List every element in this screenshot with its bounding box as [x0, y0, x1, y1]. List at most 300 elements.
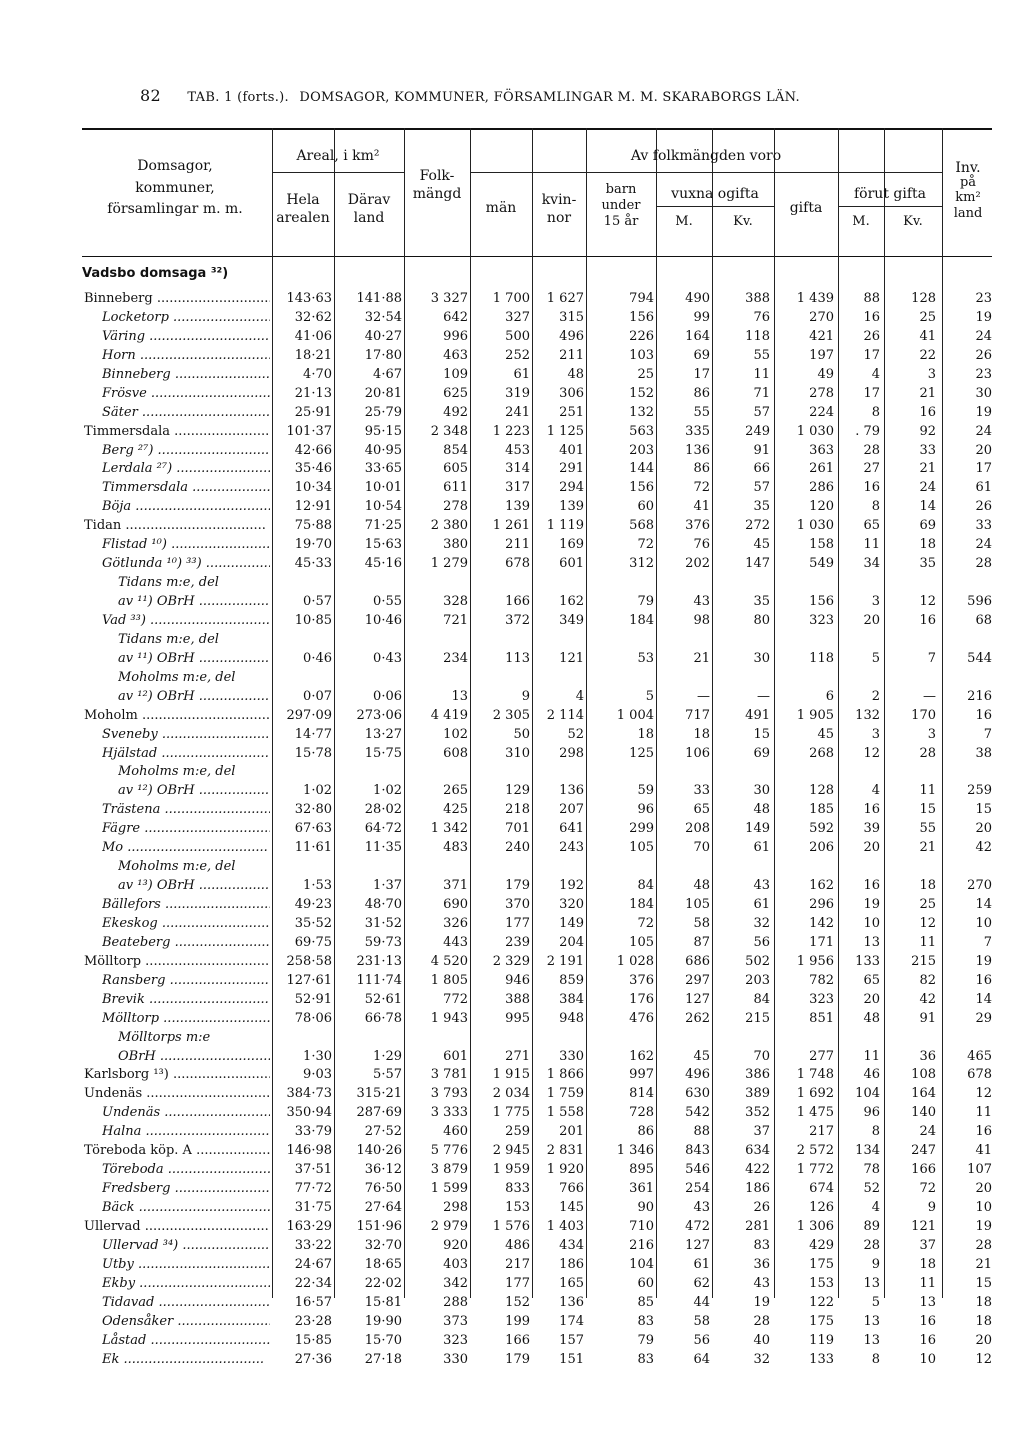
cell-folkmangd: 463: [443, 347, 468, 363]
cell-kvinnor: 2 191: [546, 953, 584, 969]
cell-kvinnor: 201: [559, 1124, 584, 1140]
cell-forut-gifta-kv: 7: [927, 650, 936, 666]
cell-inv-per-km2: 216: [967, 688, 992, 704]
cell-kvinnor: 1 759: [546, 1086, 584, 1102]
cell-folkmangd: 443: [443, 934, 468, 950]
cell-forut-gifta-kv: 12: [919, 594, 936, 609]
table-row: [0, 1066, 1024, 1085]
cell-forut-gifta-kv: 128: [911, 291, 936, 306]
cell-forut-gifta-m: 11: [863, 537, 880, 553]
cell-vuxna-ogifta-m: 76: [693, 537, 710, 553]
cell-man: 2 305: [492, 707, 530, 723]
cell-gifta: 158: [809, 537, 834, 553]
cell-barn: 59: [637, 783, 654, 799]
cell-vuxna-ogifta-m: 105: [685, 897, 710, 912]
row-name: Mölltorp .....: [102, 1010, 270, 1029]
cell-forut-gifta-m: 4: [871, 783, 880, 799]
cell-folkmangd: 102: [443, 726, 468, 742]
cell-folkmangd: 323: [443, 1332, 468, 1348]
cell-forut-gifta-m: 8: [871, 404, 880, 420]
cell-inv-per-km2: 16: [975, 1124, 992, 1140]
cell-vuxna-ogifta-m: 106: [685, 745, 710, 761]
cell-inv-per-km2: 259: [967, 783, 992, 799]
cell-gifta: 277: [809, 1048, 834, 1064]
cell-forut-gifta-kv: 11: [919, 783, 936, 799]
table-row: [0, 290, 1024, 309]
cell-man: 259: [505, 1124, 530, 1140]
row-name: Brevik .....: [102, 991, 270, 1010]
row-name: Trästena .....: [102, 801, 270, 820]
table-row: [0, 801, 1024, 820]
col-head-arealen: arealen: [276, 210, 330, 226]
cell-forut-gifta-kv: 3: [927, 366, 936, 382]
cell-areal-hela: 0·57: [303, 594, 332, 609]
cell-forut-gifta-m: 11: [863, 1048, 880, 1064]
cell-gifta: 261: [809, 461, 834, 477]
cell-inv-per-km2: 10: [975, 1200, 992, 1215]
cell-areal-land: 95·15: [364, 423, 402, 439]
cell-forut-gifta-kv: 25: [919, 897, 936, 912]
cell-areal-land: 231·13: [356, 953, 402, 969]
col-head-land: land: [353, 210, 385, 226]
cell-inv-per-km2: 12: [975, 1086, 992, 1102]
cell-forut-gifta-m: 8: [871, 1124, 880, 1140]
cell-forut-gifta-kv: 11: [919, 1275, 936, 1291]
cell-barn: 299: [629, 821, 654, 837]
cell-man: 179: [505, 878, 530, 894]
table-row: [0, 309, 1024, 328]
cell-man: 372: [505, 612, 530, 628]
cell-forut-gifta-kv: 16: [919, 1332, 936, 1348]
cell-kvinnor: 601: [559, 556, 584, 572]
cell-forut-gifta-kv: 91: [919, 1010, 936, 1026]
row-name: Binneberg .....: [102, 366, 270, 385]
cell-gifta: 217: [809, 1124, 834, 1140]
cell-man: 1 915: [492, 1067, 530, 1083]
cell-areal-land: 45·16: [364, 556, 402, 572]
cell-gifta: 296: [809, 897, 834, 912]
cell-man: 500: [505, 328, 530, 344]
cell-areal-land: 19·90: [364, 1313, 402, 1329]
cell-man: 2 945: [492, 1143, 530, 1159]
cell-areal-hela: 258·58: [286, 953, 332, 969]
cell-man: 1 775: [492, 1105, 530, 1121]
cell-vuxna-ogifta-kv: —: [757, 688, 770, 704]
row-name: Ullervad ³⁴) .....: [102, 1237, 270, 1256]
table-title: DOMSAGOR, KOMMUNER, FÖRSAMLINGAR M. M. SKARABORGS LÄN.: [299, 90, 800, 105]
row-name: Timmersdala .....: [84, 423, 270, 442]
cell-areal-land: 15·81: [364, 1294, 402, 1310]
cell-vuxna-ogifta-kv: 26: [753, 1200, 770, 1215]
cell-barn: 103: [629, 347, 654, 363]
cell-kvinnor: 315: [559, 309, 584, 325]
page-header: [140, 86, 800, 105]
cell-vuxna-ogifta-m: 262: [685, 1010, 710, 1026]
cell-forut-gifta-kv: 22: [919, 347, 936, 363]
cell-forut-gifta-kv: 36: [919, 1048, 936, 1064]
table-row: [0, 782, 1024, 801]
cell-folkmangd: 2 380: [430, 518, 468, 534]
row-name: Moholm .....: [84, 707, 270, 726]
cell-areal-hela: 42·66: [294, 442, 332, 458]
col-head-kommuner: kommuner,: [135, 180, 215, 196]
cell-areal-land: 64·72: [364, 821, 402, 837]
cell-vuxna-ogifta-m: 546: [685, 1162, 710, 1178]
cell-man: 946: [505, 972, 530, 988]
cell-gifta: 128: [809, 783, 834, 799]
cell-vuxna-ogifta-kv: 249: [745, 423, 770, 439]
cell-vuxna-ogifta-m: 542: [685, 1105, 710, 1121]
cell-areal-hela: 101·37: [286, 423, 332, 439]
cell-inv-per-km2: 15: [975, 802, 992, 818]
cell-areal-hela: 350·94: [286, 1105, 332, 1121]
cell-areal-hela: 163·29: [286, 1218, 332, 1234]
cell-vuxna-ogifta-kv: 91: [753, 442, 770, 458]
cell-folkmangd: 328: [443, 594, 468, 609]
cell-vuxna-ogifta-kv: 55: [753, 347, 770, 363]
cell-kvinnor: 149: [559, 915, 584, 931]
top-rule: [82, 128, 992, 130]
cell-areal-land: 28·02: [364, 802, 402, 818]
row-name: Mölltorps m:e: [118, 1029, 211, 1045]
cell-barn: 226: [629, 328, 654, 344]
cell-forut-gifta-m: 12: [863, 745, 880, 761]
cell-vuxna-ogifta-kv: 57: [753, 480, 770, 496]
cell-vuxna-ogifta-m: 843: [685, 1143, 710, 1159]
cell-gifta: 286: [809, 480, 834, 496]
cell-inv-per-km2: 18: [975, 1313, 992, 1329]
cell-folkmangd: 920: [443, 1237, 468, 1253]
cell-areal-hela: 33·22: [294, 1237, 332, 1253]
cell-forut-gifta-kv: 33: [919, 442, 936, 458]
table-row: [0, 688, 1024, 707]
cell-forut-gifta-m: 13: [863, 1313, 880, 1329]
cell-gifta: 153: [809, 1275, 834, 1291]
cell-gifta: 171: [809, 934, 834, 950]
cell-inv-per-km2: 20: [975, 1332, 992, 1348]
col-head-barn: barn: [605, 182, 637, 197]
cell-vuxna-ogifta-m: 490: [685, 291, 710, 306]
cell-inv-per-km2: 10: [975, 915, 992, 931]
cell-man: 453: [505, 442, 530, 458]
cell-gifta: 119: [809, 1332, 834, 1348]
cell-barn: 162: [629, 1048, 654, 1064]
cell-areal-land: 66·78: [364, 1010, 402, 1026]
cell-gifta: 118: [809, 650, 834, 666]
cell-areal-land: 11·35: [364, 840, 402, 856]
table-row: [0, 820, 1024, 839]
row-name: av ¹³) OBrH .....: [118, 877, 270, 896]
cell-vuxna-ogifta-kv: 203: [745, 972, 770, 988]
cell-man: 833: [505, 1181, 530, 1197]
cell-barn: 79: [637, 594, 654, 609]
cell-man: 240: [505, 840, 530, 856]
col-head-land2: land: [953, 206, 983, 221]
cell-kvinnor: 384: [559, 991, 584, 1007]
cell-vuxna-ogifta-kv: 215: [745, 1010, 770, 1026]
row-name: Mölltorp .....: [84, 953, 270, 972]
col-head-hela: Hela: [286, 192, 320, 208]
cell-vuxna-ogifta-m: 472: [685, 1218, 710, 1234]
table-row: [0, 707, 1024, 726]
cell-vuxna-ogifta-kv: 491: [745, 707, 770, 723]
cell-inv-per-km2: 19: [975, 309, 992, 325]
cell-man: 153: [505, 1200, 530, 1215]
cell-gifta: 1 772: [796, 1162, 834, 1178]
cell-gifta: 421: [809, 328, 834, 344]
cell-vuxna-ogifta-kv: 57: [753, 404, 770, 420]
cell-vuxna-ogifta-m: 254: [685, 1181, 710, 1197]
row-name: av ¹²) OBrH .....: [118, 688, 270, 707]
cell-gifta: 185: [809, 802, 834, 818]
cell-barn: 176: [629, 991, 654, 1007]
cell-barn: 376: [629, 972, 654, 988]
cell-forut-gifta-m: 104: [855, 1086, 880, 1102]
cell-vuxna-ogifta-m: 88: [693, 1124, 710, 1140]
cell-man: 370: [505, 897, 530, 912]
cell-forut-gifta-m: 48: [863, 1010, 880, 1026]
cell-vuxna-ogifta-m: 21: [693, 650, 710, 666]
row-name: Töreboda .....: [102, 1161, 270, 1180]
cell-folkmangd: 721: [443, 612, 468, 628]
cell-kvinnor: 136: [559, 783, 584, 799]
cell-gifta: 268: [809, 745, 834, 761]
cell-forut-gifta-kv: 247: [911, 1143, 936, 1159]
cell-areal-land: 5·57: [373, 1067, 402, 1083]
cell-gifta: 270: [809, 309, 834, 325]
cell-inv-per-km2: 42: [975, 840, 992, 856]
cell-gifta: 1 030: [796, 518, 834, 534]
cell-areal-hela: 10·85: [294, 612, 332, 628]
cell-barn: 85: [637, 1294, 654, 1310]
col-head-under: under: [601, 198, 641, 213]
cell-inv-per-km2: 28: [975, 556, 992, 572]
cell-forut-gifta-kv: 166: [911, 1162, 936, 1178]
cell-folkmangd: 109: [443, 366, 468, 382]
col-head-vuxna-m: M.: [675, 214, 693, 229]
cell-vuxna-ogifta-m: 44: [693, 1294, 710, 1310]
cell-forut-gifta-kv: 24: [919, 1124, 936, 1140]
table-row: [0, 1048, 1024, 1067]
cell-kvinnor: 192: [559, 878, 584, 894]
cell-vuxna-ogifta-kv: 32: [753, 915, 770, 931]
cell-vuxna-ogifta-m: 496: [685, 1067, 710, 1083]
table-row: [0, 1085, 1024, 1104]
table-row: [0, 1180, 1024, 1199]
col-head-km2: km²: [955, 190, 981, 205]
cell-inv-per-km2: 19: [975, 953, 992, 969]
table-row: [0, 1029, 1024, 1048]
cell-areal-hela: 19·70: [294, 537, 332, 553]
cell-areal-land: 0·06: [373, 688, 402, 704]
cell-kvinnor: 1 558: [546, 1105, 584, 1121]
cell-forut-gifta-kv: 18: [919, 878, 936, 894]
cell-vuxna-ogifta-kv: 15: [753, 726, 770, 742]
cell-barn: 794: [629, 291, 654, 306]
cell-forut-gifta-m: 13: [863, 934, 880, 950]
cell-vuxna-ogifta-m: 62: [693, 1275, 710, 1291]
cell-areal-hela: 4·70: [303, 366, 332, 382]
cell-folkmangd: 2 348: [430, 423, 468, 439]
cell-barn: 568: [629, 518, 654, 534]
row-name: Utby .....: [102, 1256, 270, 1275]
cell-areal-land: 36·12: [364, 1162, 402, 1178]
cell-kvinnor: 434: [559, 1237, 584, 1253]
cell-forut-gifta-kv: 41: [919, 328, 936, 344]
cell-man: 995: [505, 1010, 530, 1026]
cell-folkmangd: 326: [443, 915, 468, 931]
cell-man: 678: [505, 556, 530, 572]
cell-forut-gifta-kv: 21: [919, 461, 936, 477]
cell-kvinnor: 4: [575, 688, 584, 704]
cell-folkmangd: 342: [443, 1275, 468, 1291]
cell-inv-per-km2: 14: [975, 897, 992, 912]
cell-man: 166: [505, 1332, 530, 1348]
cell-vuxna-ogifta-m: 48: [693, 878, 710, 894]
cell-forut-gifta-m: 5: [871, 1294, 880, 1310]
cell-forut-gifta-kv: 55: [919, 821, 936, 837]
cell-vuxna-ogifta-kv: 352: [745, 1105, 770, 1121]
cell-vuxna-ogifta-kv: 11: [753, 366, 770, 382]
cell-gifta: 122: [809, 1294, 834, 1310]
table-row: [0, 517, 1024, 536]
cell-forut-gifta-kv: 15: [919, 802, 936, 818]
cell-inv-per-km2: 16: [975, 707, 992, 723]
cell-forut-gifta-m: 16: [863, 309, 880, 325]
cell-man: 129: [505, 783, 530, 799]
cell-areal-hela: 25·91: [294, 404, 332, 420]
cell-barn: 156: [629, 480, 654, 496]
cell-barn: 216: [629, 1237, 654, 1253]
cell-vuxna-ogifta-kv: 84: [753, 991, 770, 1007]
row-name: Säter .....: [102, 404, 270, 423]
cell-vuxna-ogifta-kv: 37: [753, 1124, 770, 1140]
cell-kvinnor: 251: [559, 404, 584, 420]
cell-barn: 125: [629, 745, 654, 761]
cell-forut-gifta-kv: 82: [919, 972, 936, 988]
cell-vuxna-ogifta-kv: 272: [745, 518, 770, 534]
cell-folkmangd: 1 342: [430, 821, 468, 837]
cell-forut-gifta-m: 16: [863, 878, 880, 894]
row-name: Ek .....: [102, 1351, 270, 1370]
cell-kvinnor: 291: [559, 461, 584, 477]
cell-man: 327: [505, 309, 530, 325]
col-head-forut-gifta: förut gifta: [854, 186, 926, 202]
cell-inv-per-km2: 26: [975, 347, 992, 363]
cell-kvinnor: 169: [559, 537, 584, 553]
cell-folkmangd: 288: [443, 1294, 468, 1310]
cell-areal-hela: 69·75: [294, 934, 332, 950]
cell-kvinnor: 211: [559, 347, 584, 363]
cell-gifta: 133: [809, 1351, 834, 1367]
cell-forut-gifta-m: 4: [871, 366, 880, 382]
cell-areal-hela: 146·98: [286, 1143, 332, 1159]
cell-gifta: 1 475: [796, 1105, 834, 1121]
table-row: [0, 745, 1024, 764]
cell-areal-land: 141·88: [356, 291, 402, 306]
cell-barn: 96: [637, 802, 654, 818]
row-name: Ullervad .....: [84, 1218, 270, 1237]
cell-forut-gifta-m: 88: [863, 291, 880, 306]
cell-forut-gifta-m: 46: [863, 1067, 880, 1083]
cell-vuxna-ogifta-m: —: [697, 688, 710, 704]
col-head-kvin: kvin-: [541, 192, 577, 208]
cell-forut-gifta-kv: 37: [919, 1237, 936, 1253]
cell-forut-gifta-kv: 69: [919, 518, 936, 534]
cell-folkmangd: 690: [443, 897, 468, 912]
cell-folkmangd: 3 327: [430, 291, 468, 306]
row-name: Götlunda ¹⁰) ³³) .....: [102, 555, 270, 574]
col-head-nor: nor: [546, 210, 572, 226]
col-head-forut-kv: Kv.: [903, 214, 923, 229]
table-row: [0, 1237, 1024, 1256]
cell-inv-per-km2: 61: [975, 480, 992, 496]
table-row: [0, 726, 1024, 745]
cell-man: 139: [505, 499, 530, 515]
cell-forut-gifta-m: 28: [863, 442, 880, 458]
cell-inv-per-km2: 18: [975, 1294, 992, 1310]
cell-kvinnor: 151: [559, 1351, 584, 1367]
cell-forut-gifta-m: 26: [863, 328, 880, 344]
cell-areal-hela: 1·02: [303, 783, 332, 799]
cell-barn: 5: [645, 688, 654, 704]
cell-vuxna-ogifta-kv: 386: [745, 1067, 770, 1083]
cell-gifta: 175: [809, 1313, 834, 1329]
cell-areal-hela: 41·06: [294, 328, 332, 344]
cell-vuxna-ogifta-m: 164: [685, 328, 710, 344]
row-name: Hjälstad .....: [102, 745, 270, 764]
cell-areal-land: 4·67: [373, 366, 402, 382]
cell-folkmangd: 1 279: [430, 556, 468, 572]
cell-inv-per-km2: 596: [967, 594, 992, 609]
cell-vuxna-ogifta-kv: 30: [753, 783, 770, 799]
cell-areal-hela: 35·52: [294, 915, 332, 931]
cell-kvinnor: 320: [559, 897, 584, 912]
cell-vuxna-ogifta-kv: 43: [753, 878, 770, 894]
cell-vuxna-ogifta-m: 18: [693, 726, 710, 742]
cell-kvinnor: 165: [559, 1275, 584, 1291]
section-title: Vadsbo domsaga ³²): [82, 266, 229, 281]
cell-barn: 156: [629, 309, 654, 325]
cell-vuxna-ogifta-m: 98: [693, 612, 710, 628]
cell-barn: 72: [637, 915, 654, 931]
cell-barn: 105: [629, 840, 654, 856]
table-row: [0, 896, 1024, 915]
cell-gifta: 1 030: [796, 423, 834, 439]
cell-gifta: 175: [809, 1256, 834, 1272]
cell-inv-per-km2: 23: [975, 366, 992, 382]
table-row: [0, 536, 1024, 555]
cell-forut-gifta-m: 39: [863, 821, 880, 837]
cell-barn: 361: [629, 1181, 654, 1197]
col-head-areal: Areal, i km²: [296, 148, 380, 164]
cell-man: 1 261: [492, 518, 530, 534]
col-head-av-folkmangden: Av folkmängden voro: [630, 148, 782, 164]
cell-man: 314: [505, 461, 530, 477]
table-row: [0, 1275, 1024, 1294]
cell-forut-gifta-m: 16: [863, 480, 880, 496]
cell-gifta: 592: [809, 821, 834, 837]
cell-inv-per-km2: 28: [975, 1237, 992, 1253]
cell-forut-gifta-m: 4: [871, 1200, 880, 1215]
cell-man: 113: [505, 650, 530, 666]
cell-areal-land: 13·27: [364, 726, 402, 742]
table-row: [0, 1010, 1024, 1029]
cell-forut-gifta-m: 17: [863, 385, 880, 401]
cell-inv-per-km2: 11: [975, 1105, 992, 1121]
table-row: [0, 1218, 1024, 1237]
cell-barn: 997: [629, 1067, 654, 1083]
